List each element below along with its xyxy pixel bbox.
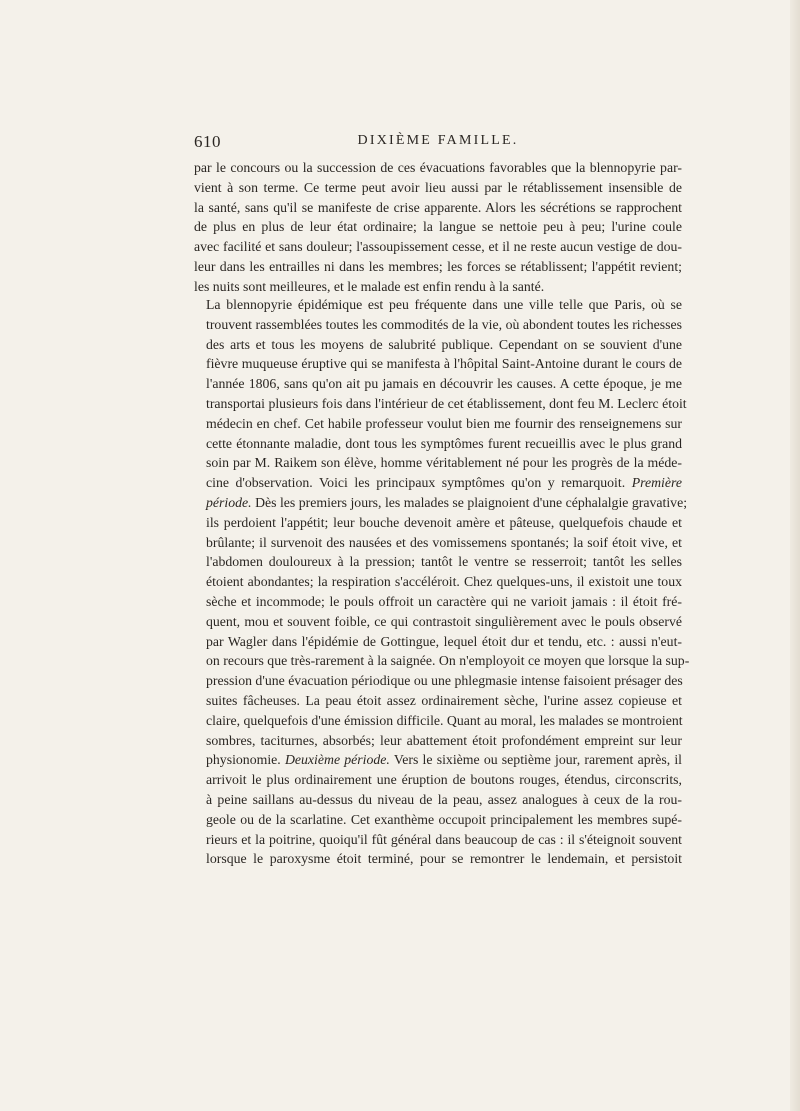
text-line: vient à son terme. Ce terme peut avoir lieu aussi par le rétablissement insensible de xyxy=(194,179,682,195)
line-text: ils perdoient l'appétit; leur bouche devenoit amère et pâteuse, quelquefois chaude et xyxy=(206,514,682,530)
text-line xyxy=(194,849,682,869)
text-line xyxy=(194,295,682,315)
text-line xyxy=(194,453,682,473)
text-line xyxy=(194,790,682,810)
line-text: Vers le sixième ou septième jour, rarement après, il xyxy=(393,752,682,768)
text-line xyxy=(194,354,682,374)
line-text: physionomie. xyxy=(206,752,281,768)
text-line xyxy=(194,552,682,572)
line-text: cette étonnante maladie, dont tous les symptômes furent recueillis avec le plus grand xyxy=(206,435,682,451)
line-text: à peine saillans au-dessus du niveau de la peau, assez analogues à ceux de la rou- xyxy=(206,791,682,807)
italic-text: Première xyxy=(631,475,682,491)
line-text: par Wagler dans l'épidémie de Gottingue, lequel étoit dur et tendu, etc. : aussi n'eut- xyxy=(206,633,682,649)
text-line xyxy=(194,473,682,493)
paragraph-2 xyxy=(194,295,690,869)
line-text: quent, mou et souvent foible, ce qui contrastoit singulièrement avec le pouls observé xyxy=(206,613,682,629)
text-line xyxy=(194,810,682,830)
text-line xyxy=(194,434,682,454)
paragraph-1 xyxy=(194,158,682,297)
text-line: leur dans les entrailles ni dans les membres; les forces se rétablissent; l'appétit revient; xyxy=(194,258,682,274)
line-text: sèche et incommode; le pouls offroit un caractère qui ne varioit jamais : il étoit fré- xyxy=(206,593,682,609)
text-line xyxy=(194,335,682,355)
line-text: fièvre muqueuse éruptive qui se manifesta à l'hôpital Saint-Antoine durant le cours de xyxy=(206,356,682,372)
line-text: transportai plusieurs fois dans l'intérieur de cet établissement, dont feu M. Leclerc étoit xyxy=(206,395,687,411)
text-line xyxy=(194,572,682,592)
text-line xyxy=(194,533,682,553)
line-text: claire, quelquefois d'une émission difficile. Quant au moral, les malades se montroient xyxy=(206,712,683,728)
line-text: La blennopyrie épidémique est peu fréquente dans une ville telle que Paris, où se xyxy=(206,297,682,312)
line-text: lorsque le paroxysme étoit terminé, pour se remontrer le lendemain, et persistoit xyxy=(206,851,682,867)
text-line: par le concours ou la succession de ces évacuations favorables que la blennopyrie par- xyxy=(194,160,682,175)
line-text: Dès les premiers jours, les malades se plaignoient d'une céphalalgie gravative; xyxy=(255,494,688,510)
line-text: on recours que très-rarement à la saignée. On n'employoit ce moyen que lorsque la sup- xyxy=(206,653,690,669)
text-line xyxy=(194,671,682,691)
text-line: la santé, sans qu'il se manifeste de crise apparente. Alors les sécrétions se rapprochent xyxy=(194,199,682,215)
text-line xyxy=(194,651,690,671)
text-line xyxy=(194,711,682,731)
text-line xyxy=(194,394,687,414)
page-number: 610 xyxy=(194,132,221,151)
line-text: cine d'observation. Voici les principaux symptômes qu'on y remarquoit. xyxy=(206,475,626,491)
line-text: sombres, taciturnes, absorbés; leur abattement étoit profondément empreint sur leur xyxy=(206,732,682,748)
text-line xyxy=(194,315,682,335)
page-edge xyxy=(790,0,800,1111)
text-line xyxy=(194,770,682,790)
line-text: geole ou de la scarlatine. Cet exanthème occupoit principalement les membres supé- xyxy=(206,811,682,827)
text-line: les nuits sont meilleures, et le malade est enfin rendu à la santé. xyxy=(194,278,545,294)
text-line xyxy=(194,632,682,652)
line-text: soin par M. Raikem son élève, homme véritablement né pour les progrès de la méde- xyxy=(206,455,682,471)
text-line xyxy=(194,830,682,850)
line-text: suites fâcheuses. La peau étoit assez ordinairement sèche, l'urine assez copieuse et xyxy=(206,692,682,708)
line-text: des arts et tous les moyens de salubrité publique. Cependant on se souvient d'une xyxy=(206,336,682,352)
page-header xyxy=(194,132,682,154)
line-text: arrivoit le plus ordinairement une éruption de boutons rouges, étendus, circonscrits, xyxy=(206,772,682,788)
text-line xyxy=(194,592,682,612)
line-text: trouvent rassemblées toutes les commodités de la vie, où abondent toutes les richesses xyxy=(206,316,682,332)
line-text: étoient abondantes; la respiration s'accéléroit. Chez quelques-uns, il existoit une toux xyxy=(206,574,682,590)
line-text: rieurs et la poitrine, quoiqu'il fût général dans beaucoup de cas : il s'éteignoit souvent xyxy=(206,831,682,847)
running-title: DIXIÈME FAMILLE. xyxy=(357,133,519,148)
text-line: avec facilité et sans douleur; l'assoupissement cesse, et il ne reste aucun vestige de dou- xyxy=(194,239,682,255)
text-line xyxy=(194,374,682,394)
line-text: l'abdomen douloureux à la pression; tantôt le ventre se resserroit; tantôt les selles xyxy=(206,554,682,570)
text-line xyxy=(194,691,682,711)
text-line xyxy=(194,612,682,632)
text-line xyxy=(194,731,682,751)
text-line xyxy=(194,414,682,434)
text-line xyxy=(194,493,688,513)
italic-text: Deuxième période. xyxy=(284,752,390,768)
text-line xyxy=(194,513,682,533)
text-line xyxy=(194,750,682,770)
line-text: médecin en chef. Cet habile professeur voulut bien me fournir des renseignemens sur xyxy=(206,415,682,431)
text-line: de plus en plus de leur état ordinaire; la langue se nettoie peu à peu; l'urine coule xyxy=(194,219,682,235)
line-text: l'année 1806, sans qu'on ait pu jamais en découvrir les causes. A cette époque, je me xyxy=(206,376,682,392)
italic-text: période. xyxy=(206,494,252,510)
line-text: brûlante; il survenoit des nausées et des vomissemens spontanés; la soif étoit vive, et xyxy=(206,534,682,550)
line-text: pression d'une évacuation périodique ou une phlegmasie intense faisoient présager des xyxy=(206,673,683,689)
